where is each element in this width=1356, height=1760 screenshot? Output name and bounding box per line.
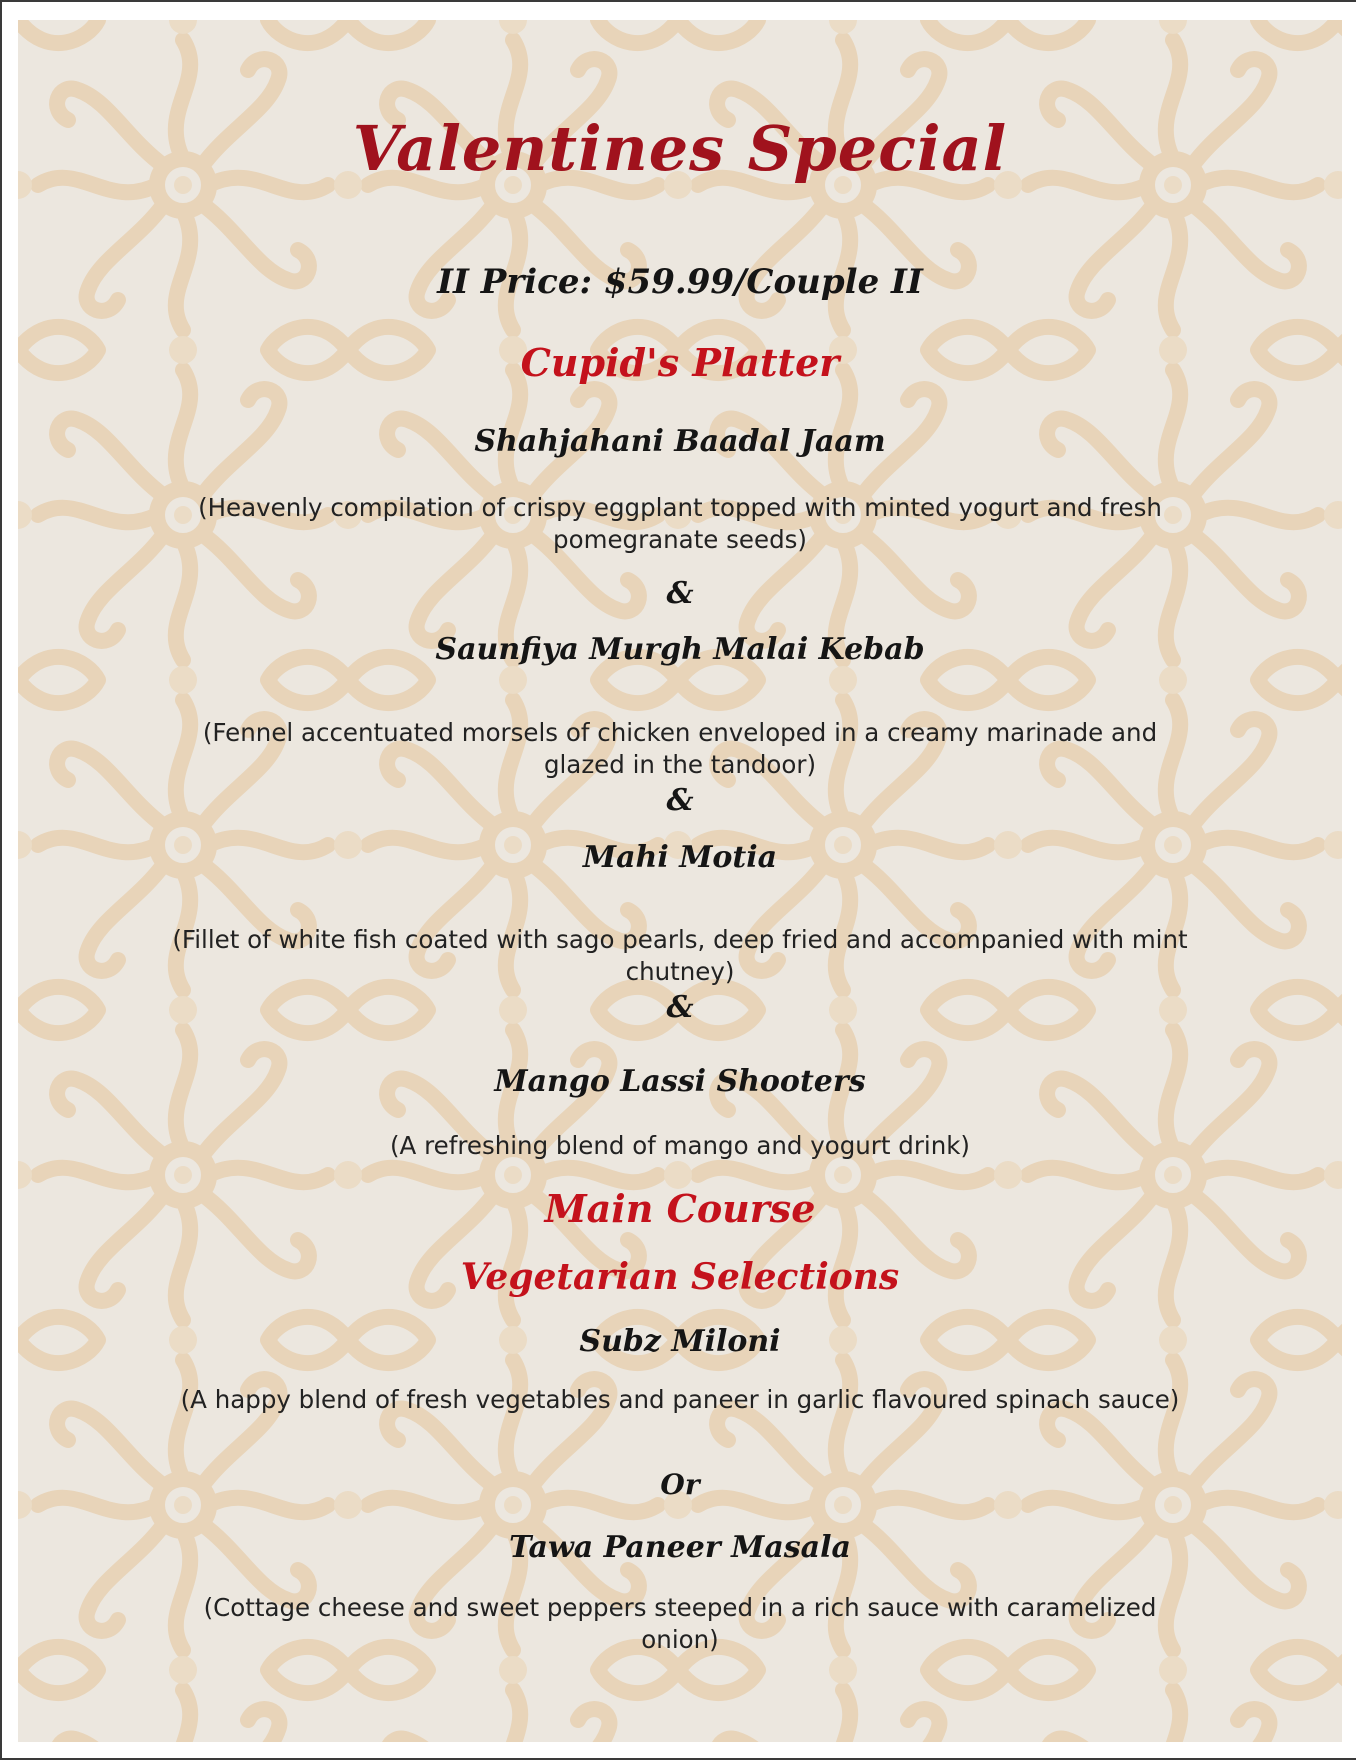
dish-description: (A happy blend of fresh vegetables and paneer in garlic flavoured spinach sauce) bbox=[180, 1385, 1180, 1414]
dish-name: Saunfiya Murgh Malai Kebab bbox=[435, 632, 925, 667]
menu-content bbox=[18, 20, 1342, 1742]
separator-or: Or bbox=[660, 1468, 700, 1501]
separator-ampersand: & bbox=[666, 576, 694, 611]
section-heading-main-course: Main Course bbox=[544, 1186, 816, 1231]
dish-name: Shahjahani Baadal Jaam bbox=[474, 424, 886, 459]
price-line: II Price: $59.99/Couple II bbox=[437, 262, 923, 302]
dish-description: (Heavenly compilation of crispy eggplant topped with minted yogurt and fresh pomegranate seeds) bbox=[198, 493, 1162, 554]
dish-name: Mango Lassi Shooters bbox=[494, 1064, 866, 1099]
dish-name: Mahi Motia bbox=[582, 840, 778, 875]
dish-description: (Fillet of white fish coated with sago pearls, deep fried and accompanied with mint chutney) bbox=[172, 925, 1188, 986]
menu-title: Valentines Special bbox=[352, 112, 1008, 185]
dish-description: (Cottage cheese and sweet peppers steeped in a rich sauce with caramelized onion) bbox=[203, 1593, 1157, 1654]
dish-name: Subz Miloni bbox=[579, 1324, 781, 1359]
dish-description: (A refreshing blend of mango and yogurt drink) bbox=[390, 1131, 970, 1160]
dish-description: (Fennel accentuated morsels of chicken enveloped in a creamy marinade and glazed in the tandoor) bbox=[202, 718, 1158, 779]
section-heading-cupids-platter: Cupid's Platter bbox=[520, 340, 840, 385]
dish-name: Tawa Paneer Masala bbox=[509, 1530, 851, 1565]
separator-ampersand: & bbox=[666, 990, 694, 1025]
separator-ampersand: & bbox=[666, 783, 694, 818]
section-subheading-vegetarian: Vegetarian Selections bbox=[460, 1256, 900, 1298]
menu-paper bbox=[18, 20, 1342, 1742]
